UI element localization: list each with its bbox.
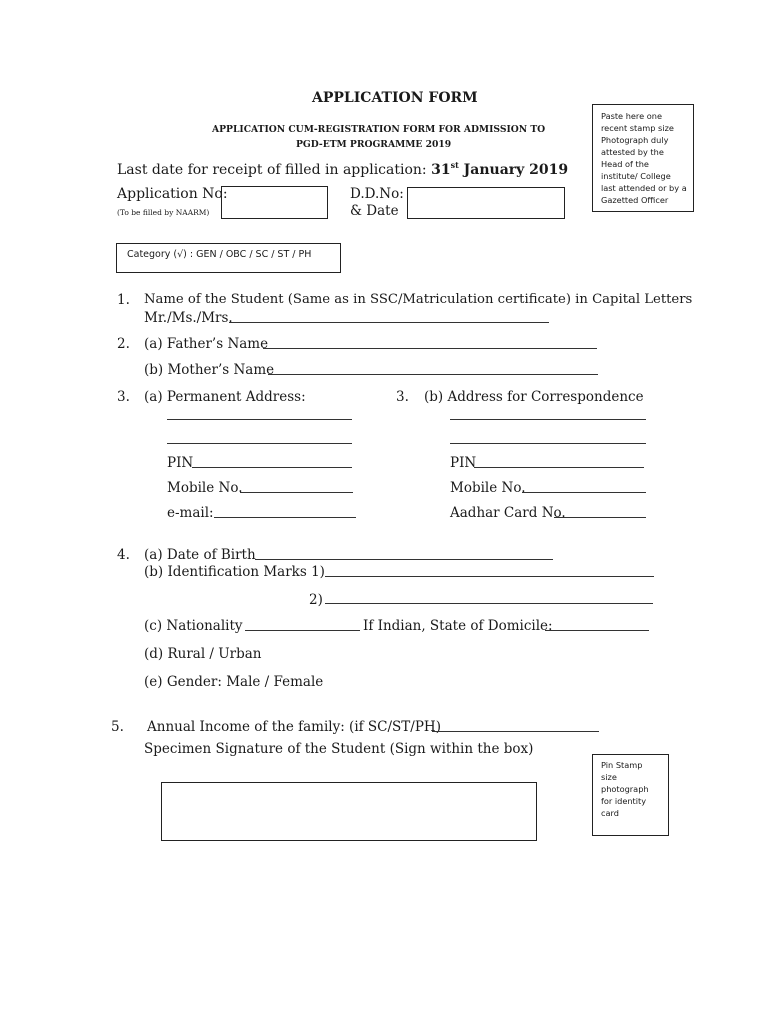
correspondence-address-line1[interactable] (450, 419, 646, 420)
nationality-field[interactable] (245, 630, 360, 631)
correspondence-address-label: (b) Address for Correspondence (424, 389, 644, 405)
permanent-pin-field[interactable] (192, 467, 352, 468)
father-name-label: (a) Father’s Name (144, 336, 269, 352)
last-date-line (117, 157, 568, 178)
permanent-address-line2[interactable] (167, 443, 352, 444)
signature-box[interactable] (161, 782, 537, 841)
student-name-prefix: Mr./Ms./Mrs. (144, 310, 233, 326)
application-no-note: (To be filled by NAARM) (117, 208, 210, 217)
last-date-label: Last date for receipt of filled in application: (117, 162, 432, 178)
pin-stamp-text: Pin Stamp size photograph for identity card (601, 760, 649, 818)
aadhar-field[interactable] (554, 517, 646, 518)
email-label: e-mail: (167, 505, 214, 521)
identification-mark-2-field[interactable] (325, 603, 653, 604)
gender-label: (e) Gender: Male / Female (144, 674, 324, 690)
student-name-field[interactable] (229, 322, 549, 323)
permanent-mobile-field[interactable] (240, 492, 353, 493)
rural-urban-label: (d) Rural / Urban (144, 646, 262, 662)
last-date-day: 31 (431, 162, 451, 178)
domicile-field[interactable] (545, 630, 649, 631)
correspondence-address-line2[interactable] (450, 443, 646, 444)
dd-date-label: & Date (350, 203, 399, 219)
item-number-3a: 3. (117, 389, 130, 405)
father-name-field[interactable] (263, 348, 597, 349)
annual-income-field[interactable] (432, 731, 599, 732)
dd-no-label: D.D.No: (350, 186, 404, 202)
mother-name-label: (b) Mother’s Name (144, 362, 275, 378)
student-name-label: Name of the Student (Same as in SSC/Matriculation certificate) in Capital Letters (144, 292, 693, 307)
correspondence-mobile-label: Mobile No. (450, 480, 526, 496)
dob-field[interactable] (255, 559, 553, 560)
item-number-2: 2. (117, 336, 130, 352)
domicile-label: If Indian, State of Domicile: (363, 618, 553, 634)
item-number-3b: 3. (396, 389, 409, 405)
category-text: Category (√) : GEN / OBC / SC / ST / PH (127, 249, 312, 260)
dd-no-field[interactable] (407, 187, 565, 219)
form-title: APPLICATION FORM (312, 90, 478, 106)
permanent-address-label: (a) Permanent Address: (144, 389, 306, 405)
permanent-mobile-label: Mobile No. (167, 480, 243, 496)
item-number-5: 5. (111, 719, 124, 735)
identification-marks-label: (b) Identification Marks 1) (144, 564, 325, 580)
annual-income-label: Annual Income of the family: (if SC/ST/PH) (147, 719, 441, 735)
correspondence-pin-field[interactable] (474, 467, 644, 468)
last-date-rest: January 2019 (458, 162, 569, 178)
mother-name-field[interactable] (268, 374, 598, 375)
identification-mark-2-label: 2) (309, 592, 323, 608)
email-field[interactable] (214, 517, 356, 518)
application-no-field[interactable] (221, 186, 328, 219)
dob-label: (a) Date of Birth (144, 547, 256, 563)
permanent-address-line1[interactable] (167, 419, 352, 420)
nationality-label: (c) Nationality (144, 618, 243, 634)
form-subtitle-line1: APPLICATION CUM-REGISTRATION FORM FOR ADMISSION TO (212, 124, 546, 135)
signature-label: Specimen Signature of the Student (Sign within the box) (144, 741, 534, 757)
last-date-suffix: st (450, 160, 459, 170)
identification-mark-1-field[interactable] (325, 576, 654, 577)
application-no-label: Application No: (117, 186, 228, 202)
correspondence-pin-label: PIN (450, 455, 477, 471)
correspondence-mobile-field[interactable] (522, 492, 646, 493)
form-subtitle-line2: PGD-ETM PROGRAMME 2019 (296, 139, 452, 150)
item-number-1: 1. (117, 292, 130, 308)
item-number-4: 4. (117, 547, 130, 563)
aadhar-label: Aadhar Card No. (450, 505, 566, 521)
photo-box-text: Paste here one recent stamp size Photograph duly attested by the Head of the institute/ College last attended or by a Gazetted Officer (601, 111, 687, 205)
permanent-pin-label: PIN (167, 455, 194, 471)
